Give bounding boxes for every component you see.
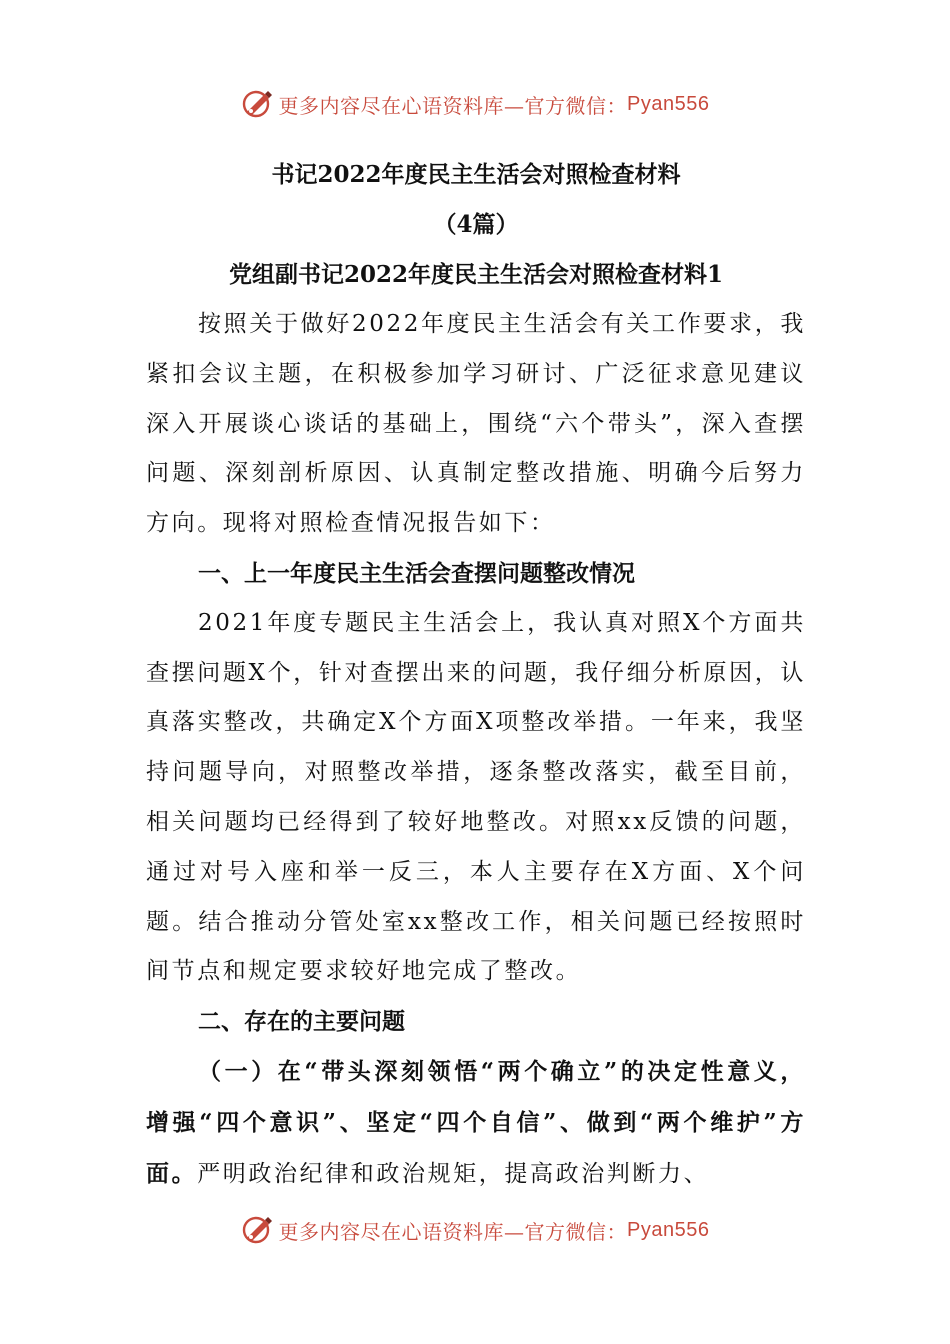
document-subtitle: （4篇） (433, 211, 519, 238)
watermark-text: 更多内容尽在心语资料库—官方微信： (278, 93, 628, 118)
paragraph-1: 2021年度专题民主生活会上，我认真对照X个方面共查摆问题X个，针对查摆出来的问题，我仔细分析原因，认真落实整改，共确定X个方面X项整改举措。一年来，我坚持问题导向，对照整改举措，逐条整改落实，截至目前，相关问题均已经得到了较好地整改。对照xx反馈的问题，通过对号入座和举一反三，本人主要存在X方面、X个问题。结合推动分管处室xx整改工作，相关问题已经按照时间节点和规定要求较好地完成了整改。 (146, 609, 806, 985)
heading-1: 一、上一年度民主生活会查摆问题整改情况 (198, 559, 635, 587)
pen-circle-logo-icon (241, 87, 275, 121)
subsection-1-heading: （一）在“带头深刻领悟“两个确立”的决定性意义，增强“四个意识”、坚定“四个自信”、做到“两个维护”方面。 (146, 1057, 806, 1187)
intro-paragraph: 按照关于做好2022年度民主生活会有关工作要求，我紧扣会议主题，在积极参加学习研讨、广泛征求意见建议深入开展谈心谈话的基础上，围绕“六个带头”，深入查摆问题、深刻剖析原因、认真制定整改措施、明确今后努力方向。现将对照检查情况报告如下： (146, 311, 806, 537)
watermark-banner-top (0, 84, 950, 124)
pen-circle-logo-icon (241, 1213, 275, 1247)
watermark-wechat-id: Pyan556 (627, 1218, 710, 1241)
watermark-text: 更多内容尽在心语资料库—官方微信： (278, 1219, 628, 1244)
subsection-1 (146, 1047, 806, 1199)
heading-2: 二、存在的主要问题 (198, 1008, 405, 1036)
section-title: 党组副书记2022年度民主生活会对照检查材料1 (228, 261, 724, 288)
watermark-wechat-id: Pyan556 (627, 92, 710, 115)
document-title: 书记2022年度民主生活会对照检查材料 (271, 161, 681, 188)
document-body (146, 150, 806, 1199)
subsection-1-text: 严明政治纪律和政治规矩，提高政治判断力、 (197, 1160, 710, 1187)
watermark-banner-bottom (0, 1210, 950, 1250)
